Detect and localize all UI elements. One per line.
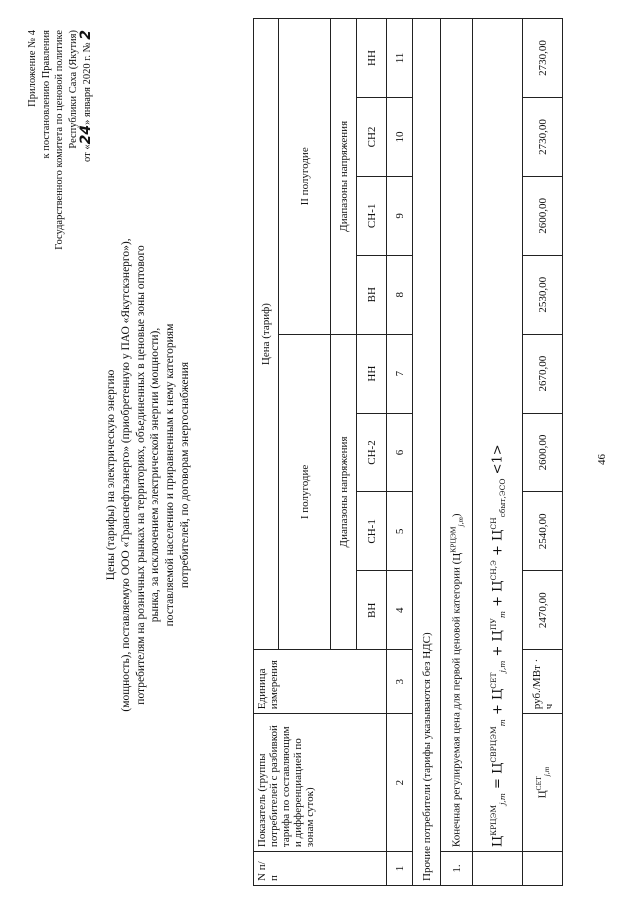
row1-num: 1. [441,852,473,886]
column-number-row [387,19,413,886]
col-num-6: 6 [387,413,413,492]
header-indicator: Показатель (группы потребителей с разбивкой тарифа по составляющим и дифференциацией по зонам суток) [254,714,387,852]
row-network-price [523,19,563,886]
price-h1-sn2: 2600,00 [523,413,563,492]
date-mid: » января 2020 г. № [82,42,93,125]
col-num-2: 2 [387,714,413,852]
header-num: N п/п [254,852,387,886]
header-price: Цена (тариф) [254,19,279,650]
page-number: 46 [596,454,608,465]
price-h2-sn2: 2730,00 [523,98,563,177]
row2-unit: руб./МВт · ч [523,650,563,714]
header-ranges-2: Диапазоны напряжения [331,19,357,335]
col-num-11: 11 [387,19,413,98]
row1-text: Конечная регулируемая цена для первой ценовой категории ( [450,560,463,848]
header-unit: Единица измерения [254,650,387,714]
price-h1-vn: 2470,00 [523,571,563,650]
col-num-10: 10 [387,98,413,177]
col-num-9: 9 [387,176,413,255]
title-line-6: потребителей, по договорам энергоснабжения [178,361,191,589]
row1-description [441,19,473,852]
header-half-1: I полугодие [279,334,331,650]
row1-symbol: $Ц^{КРЦЭМ}_{j,m}$ [448,517,465,561]
col-num-1: 1 [387,852,413,886]
tariff-table [253,18,563,886]
title-line-1: Цены (тарифы) на электрическую энергию [105,369,117,581]
level-vn-2: ВН [357,255,387,334]
header-half-2: II полугодие [279,19,331,335]
date-day: 24 [78,124,94,145]
appendix-line-2: к постановлению Правления [40,30,52,159]
appendix-line-1: Приложение № 4 [27,30,38,107]
appendix-line-4: Республики Саха (Якутия) [67,30,79,149]
col-num-5: 5 [387,492,413,571]
col-num-8: 8 [387,255,413,334]
level-sn1-2: СН-1 [357,176,387,255]
section-other-consumers: Прочие потребители (тарифы указываются без НДС) [413,19,441,886]
level-nn-1: НН [357,334,387,413]
header-ranges-1: Диапазоны напряжения [331,334,357,650]
row2-blank [523,852,563,886]
price-h1-nn: 2670,00 [523,334,563,413]
formula-blank [473,852,523,886]
col-num-7: 7 [387,334,413,413]
title-line-4: рынка, за исключением электрической энергии (мощности), [149,327,162,623]
price-h1-sn1: 2540,00 [523,492,563,571]
date-prefix: от « [82,144,93,162]
level-sn2-1: СН-2 [357,413,387,492]
level-sn2-2: СН2 [357,98,387,177]
row1-text-end: ) [450,513,463,518]
price-h2-sn1: 2600,00 [523,176,563,255]
row2-symbol: $Ц^{СЕТ}_{j,m}$ [523,714,563,852]
appendix-date [80,30,95,330]
appendix-block [26,30,95,330]
level-vn-1: ВН [357,571,387,650]
decree-number: 2 [78,30,94,40]
price-h2-nn: 2730,00 [523,19,563,98]
title-line-2: (мощность), поставляемую ООО «Транснефтьэнерго» (приобретенную у ПАО «Якутскэнерго»), [119,238,132,712]
row1-formula: $Ц^{КРЦЭМ}_{j,m} = Ц^{СВРЦЭМ}_m + Ц^{СЕТ}_{j,m} + Ц^{ПУ}_m + Ц^{СН,Э} + Ц^{СН}_{сбыт,ЭСО} <1>$ [473,19,523,852]
price-h2-vn: 2530,00 [523,255,563,334]
title-line-3: потребителям на розничных рынках на территориях, объединенных в ценовые зоны оптового [134,245,147,705]
level-nn-2: НН [357,19,387,98]
col-num-3: 3 [387,650,413,714]
title-line-5: поставляемой населению и приравненным к нему категориям [164,323,177,627]
col-num-4: 4 [387,571,413,650]
document-title [104,205,193,745]
level-sn1-1: СН-1 [357,492,387,571]
appendix-line-3: Государственного комитета по ценовой политике [54,30,65,250]
